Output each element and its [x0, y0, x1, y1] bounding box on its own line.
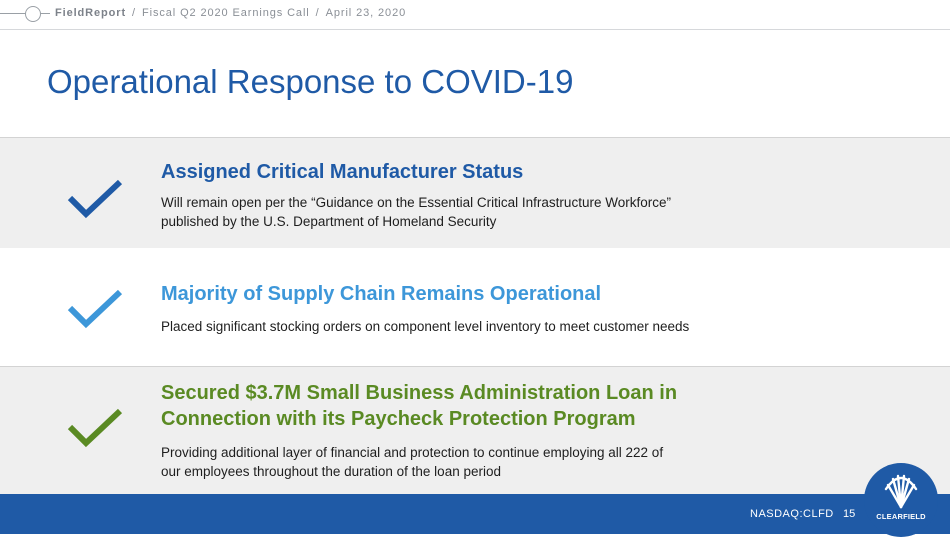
page-number: 15: [843, 508, 856, 520]
shell-icon: [864, 463, 938, 513]
item-description-line: Providing additional layer of financial and protection to continue employing all 222 of: [161, 445, 664, 460]
decorative-circle-icon: [25, 6, 41, 22]
response-item: [0, 248, 950, 366]
decorative-line: [0, 13, 26, 14]
item-description-line: Placed significant stocking orders on component level inventory to meet customer needs: [161, 319, 690, 334]
item-heading: [161, 380, 677, 432]
response-item: [0, 366, 950, 495]
item-heading: [161, 159, 523, 185]
item-description: [161, 193, 671, 231]
checkmark-icon: [66, 407, 124, 449]
item-description-line: published by the U.S. Department of Homeland Security: [161, 214, 497, 229]
slide-title: Operational Response to COVID-19: [47, 63, 574, 100]
company-logo: [864, 463, 938, 537]
decorative-line: [40, 13, 50, 14]
item-description-line: our employees throughout the duration of the loan period: [161, 464, 501, 479]
item-heading-line: Majority of Supply Chain Remains Operational: [161, 283, 602, 305]
top-breadcrumb-bar: [0, 0, 950, 30]
item-description: [161, 317, 689, 336]
response-item: [0, 137, 950, 249]
breadcrumb-event: Fiscal Q2 2020 Earnings Call: [141, 7, 310, 19]
breadcrumb-brand: FieldReport: [55, 7, 127, 19]
checkmark-stroke: [70, 292, 120, 324]
breadcrumb-date: April 23, 2020: [325, 7, 407, 19]
footer-bar: [0, 494, 950, 534]
stock-ticker: NASDAQ:CLFD: [750, 508, 834, 520]
item-description-line: Will remain open per the “Guidance on the Essential Critical Infrastructure Workforce”: [161, 195, 671, 210]
checkmark-stroke: [70, 182, 120, 214]
checkmark-stroke: [70, 411, 120, 443]
checkmark-icon: [66, 178, 124, 220]
item-heading-line: Secured $3.7M Small Business Administration Loan in: [161, 382, 678, 404]
item-heading-line: Connection with its Paycheck Protection Program: [161, 408, 636, 430]
item-heading: [161, 281, 601, 307]
logo-wordmark: CLEARFIELD: [876, 512, 926, 521]
item-heading-line: Assigned Critical Manufacturer Status: [161, 161, 524, 183]
breadcrumb-separator: /: [132, 7, 136, 19]
item-description: [161, 443, 663, 481]
header-divider: [0, 29, 950, 30]
breadcrumb: [55, 7, 406, 19]
breadcrumb-separator: /: [315, 7, 320, 19]
checkmark-icon: [66, 288, 124, 330]
